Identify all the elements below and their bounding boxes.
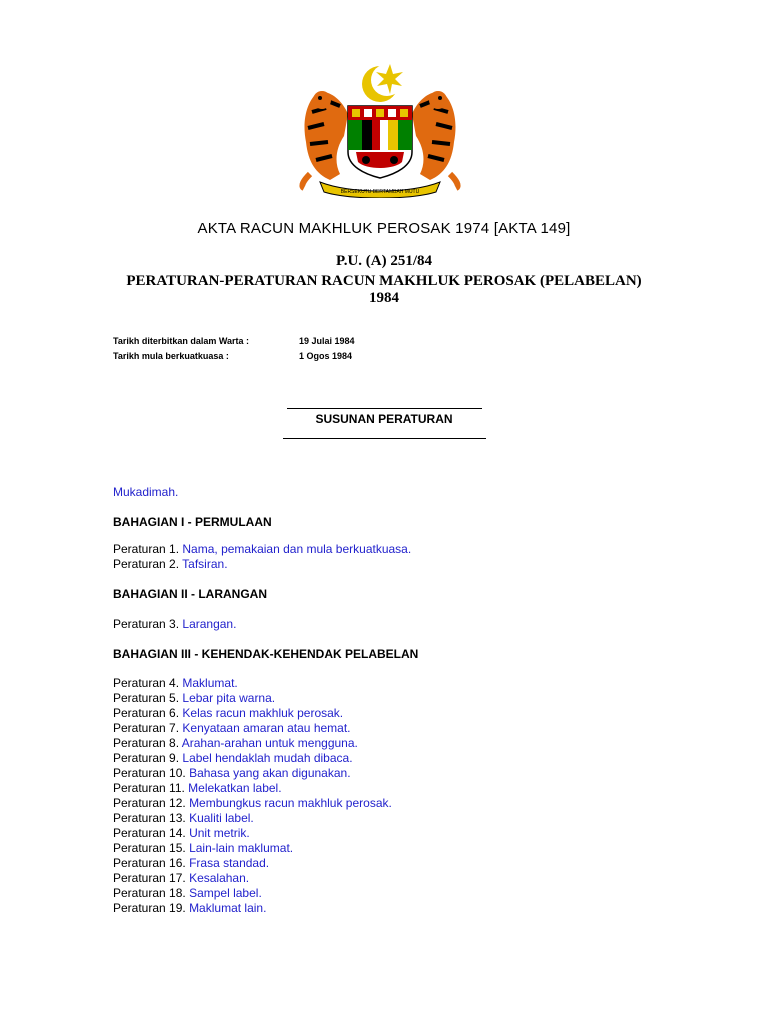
gazette-label: Tarikh diterbitkan dalam Warta : — [113, 336, 250, 346]
item-link[interactable]: Frasa standad. — [189, 856, 270, 870]
part2-heading: BAHAGIAN II - LARANGAN — [113, 587, 267, 601]
part3-list — [113, 676, 392, 916]
list-item — [113, 706, 392, 721]
item-link[interactable]: Sampel label. — [189, 886, 262, 900]
item-link[interactable]: Nama, pemakaian dan mula berkuatkuasa. — [182, 542, 412, 556]
gazette-date: 19 Julai 1984 — [299, 336, 355, 346]
list-item — [113, 886, 392, 901]
pu-number: P.U. (A) 251/84 — [335, 253, 433, 269]
part2-list — [113, 617, 236, 632]
crest-motto: BERSEKUTU BERTAMBAH MUTU — [340, 189, 420, 195]
item-link[interactable]: Membungkus racun makhluk perosak. — [189, 796, 392, 810]
list-item — [113, 721, 392, 736]
item-prefix: Peraturan 6. — [113, 706, 180, 720]
item-link[interactable]: Kualiti label. — [189, 811, 254, 825]
item-link[interactable]: Label hendaklah mudah dibaca. — [182, 751, 353, 765]
item-link[interactable]: Larangan. — [182, 617, 237, 631]
item-link[interactable]: Kelas racun makhluk perosak. — [182, 706, 344, 720]
part3-heading: BAHAGIAN III - KEHENDAK-KEHENDAK PELABELAN — [113, 647, 419, 661]
list-item — [113, 736, 392, 751]
list-item — [113, 542, 411, 557]
effective-date: 1 Ogos 1984 — [299, 351, 353, 361]
toc-mukadimah — [113, 485, 178, 500]
list-item — [113, 766, 392, 781]
list-item — [113, 691, 392, 706]
item-prefix: Peraturan 16. — [113, 856, 186, 870]
susunan-heading: SUSUNAN PERATURAN — [315, 412, 453, 426]
item-link[interactable]: Lain-lain maklumat. — [189, 841, 294, 855]
item-prefix: Peraturan 18. — [113, 886, 186, 900]
item-link[interactable]: Lebar pita warna. — [182, 691, 276, 705]
item-prefix: Peraturan 11. — [113, 781, 185, 795]
item-link[interactable]: Bahasa yang akan digunakan. — [189, 766, 351, 780]
regulation-title: PERATURAN-PERATURAN RACUN MAKHLUK PEROSAK (PELABELAN) — [126, 273, 642, 289]
malaysia-coat-of-arms-icon — [290, 62, 470, 198]
item-prefix: Peraturan 9. — [113, 751, 180, 765]
act-title: AKTA RACUN MAKHLUK PEROSAK 1974 [AKTA 149] — [197, 220, 571, 237]
item-prefix: Peraturan 10. — [113, 766, 186, 780]
item-prefix: Peraturan 17. — [113, 871, 186, 885]
divider-bottom — [283, 438, 486, 439]
list-item — [113, 811, 392, 826]
list-item — [113, 617, 236, 632]
part1-list — [113, 542, 411, 572]
item-link[interactable]: Kesalahan. — [189, 871, 250, 885]
item-prefix: Peraturan 13. — [113, 811, 186, 825]
item-prefix: Peraturan 7. — [113, 721, 180, 735]
item-prefix: Peraturan 12. — [113, 796, 186, 810]
item-prefix: Peraturan 14. — [113, 826, 186, 840]
list-item — [113, 676, 392, 691]
item-prefix: Peraturan 5. — [113, 691, 180, 705]
item-prefix: Peraturan 19. — [113, 901, 186, 915]
link-mukadimah[interactable]: Mukadimah. — [113, 485, 179, 499]
part1-heading: BAHAGIAN I - PERMULAAN — [113, 515, 272, 529]
list-item — [113, 557, 411, 572]
divider-top — [287, 408, 482, 409]
item-link[interactable]: Melekatkan label. — [188, 781, 282, 795]
item-link[interactable]: Arahan-arahan untuk mengguna. — [181, 736, 358, 750]
item-link[interactable]: Kenyataan amaran atau hemat. — [182, 721, 351, 735]
item-prefix: Peraturan 3. — [113, 617, 180, 631]
item-prefix: Peraturan 1. — [113, 542, 180, 556]
item-link[interactable]: Maklumat. — [182, 676, 238, 690]
item-link[interactable]: Maklumat lain. — [189, 901, 267, 915]
list-item — [113, 856, 392, 871]
item-prefix: Peraturan 2. — [113, 557, 180, 571]
item-prefix: Peraturan 8. — [113, 736, 180, 750]
item-prefix: Peraturan 4. — [113, 676, 180, 690]
item-link[interactable]: Unit metrik. — [189, 826, 250, 840]
list-item — [113, 901, 392, 916]
list-item — [113, 871, 392, 886]
item-link[interactable]: Tafsiran. — [182, 557, 228, 571]
list-item — [113, 841, 392, 856]
item-prefix: Peraturan 15. — [113, 841, 186, 855]
list-item — [113, 826, 392, 841]
list-item — [113, 781, 392, 796]
regulation-year: 1984 — [369, 290, 399, 306]
effective-label: Tarikh mula berkuatkuasa : — [113, 351, 229, 361]
list-item — [113, 751, 392, 766]
list-item — [113, 796, 392, 811]
